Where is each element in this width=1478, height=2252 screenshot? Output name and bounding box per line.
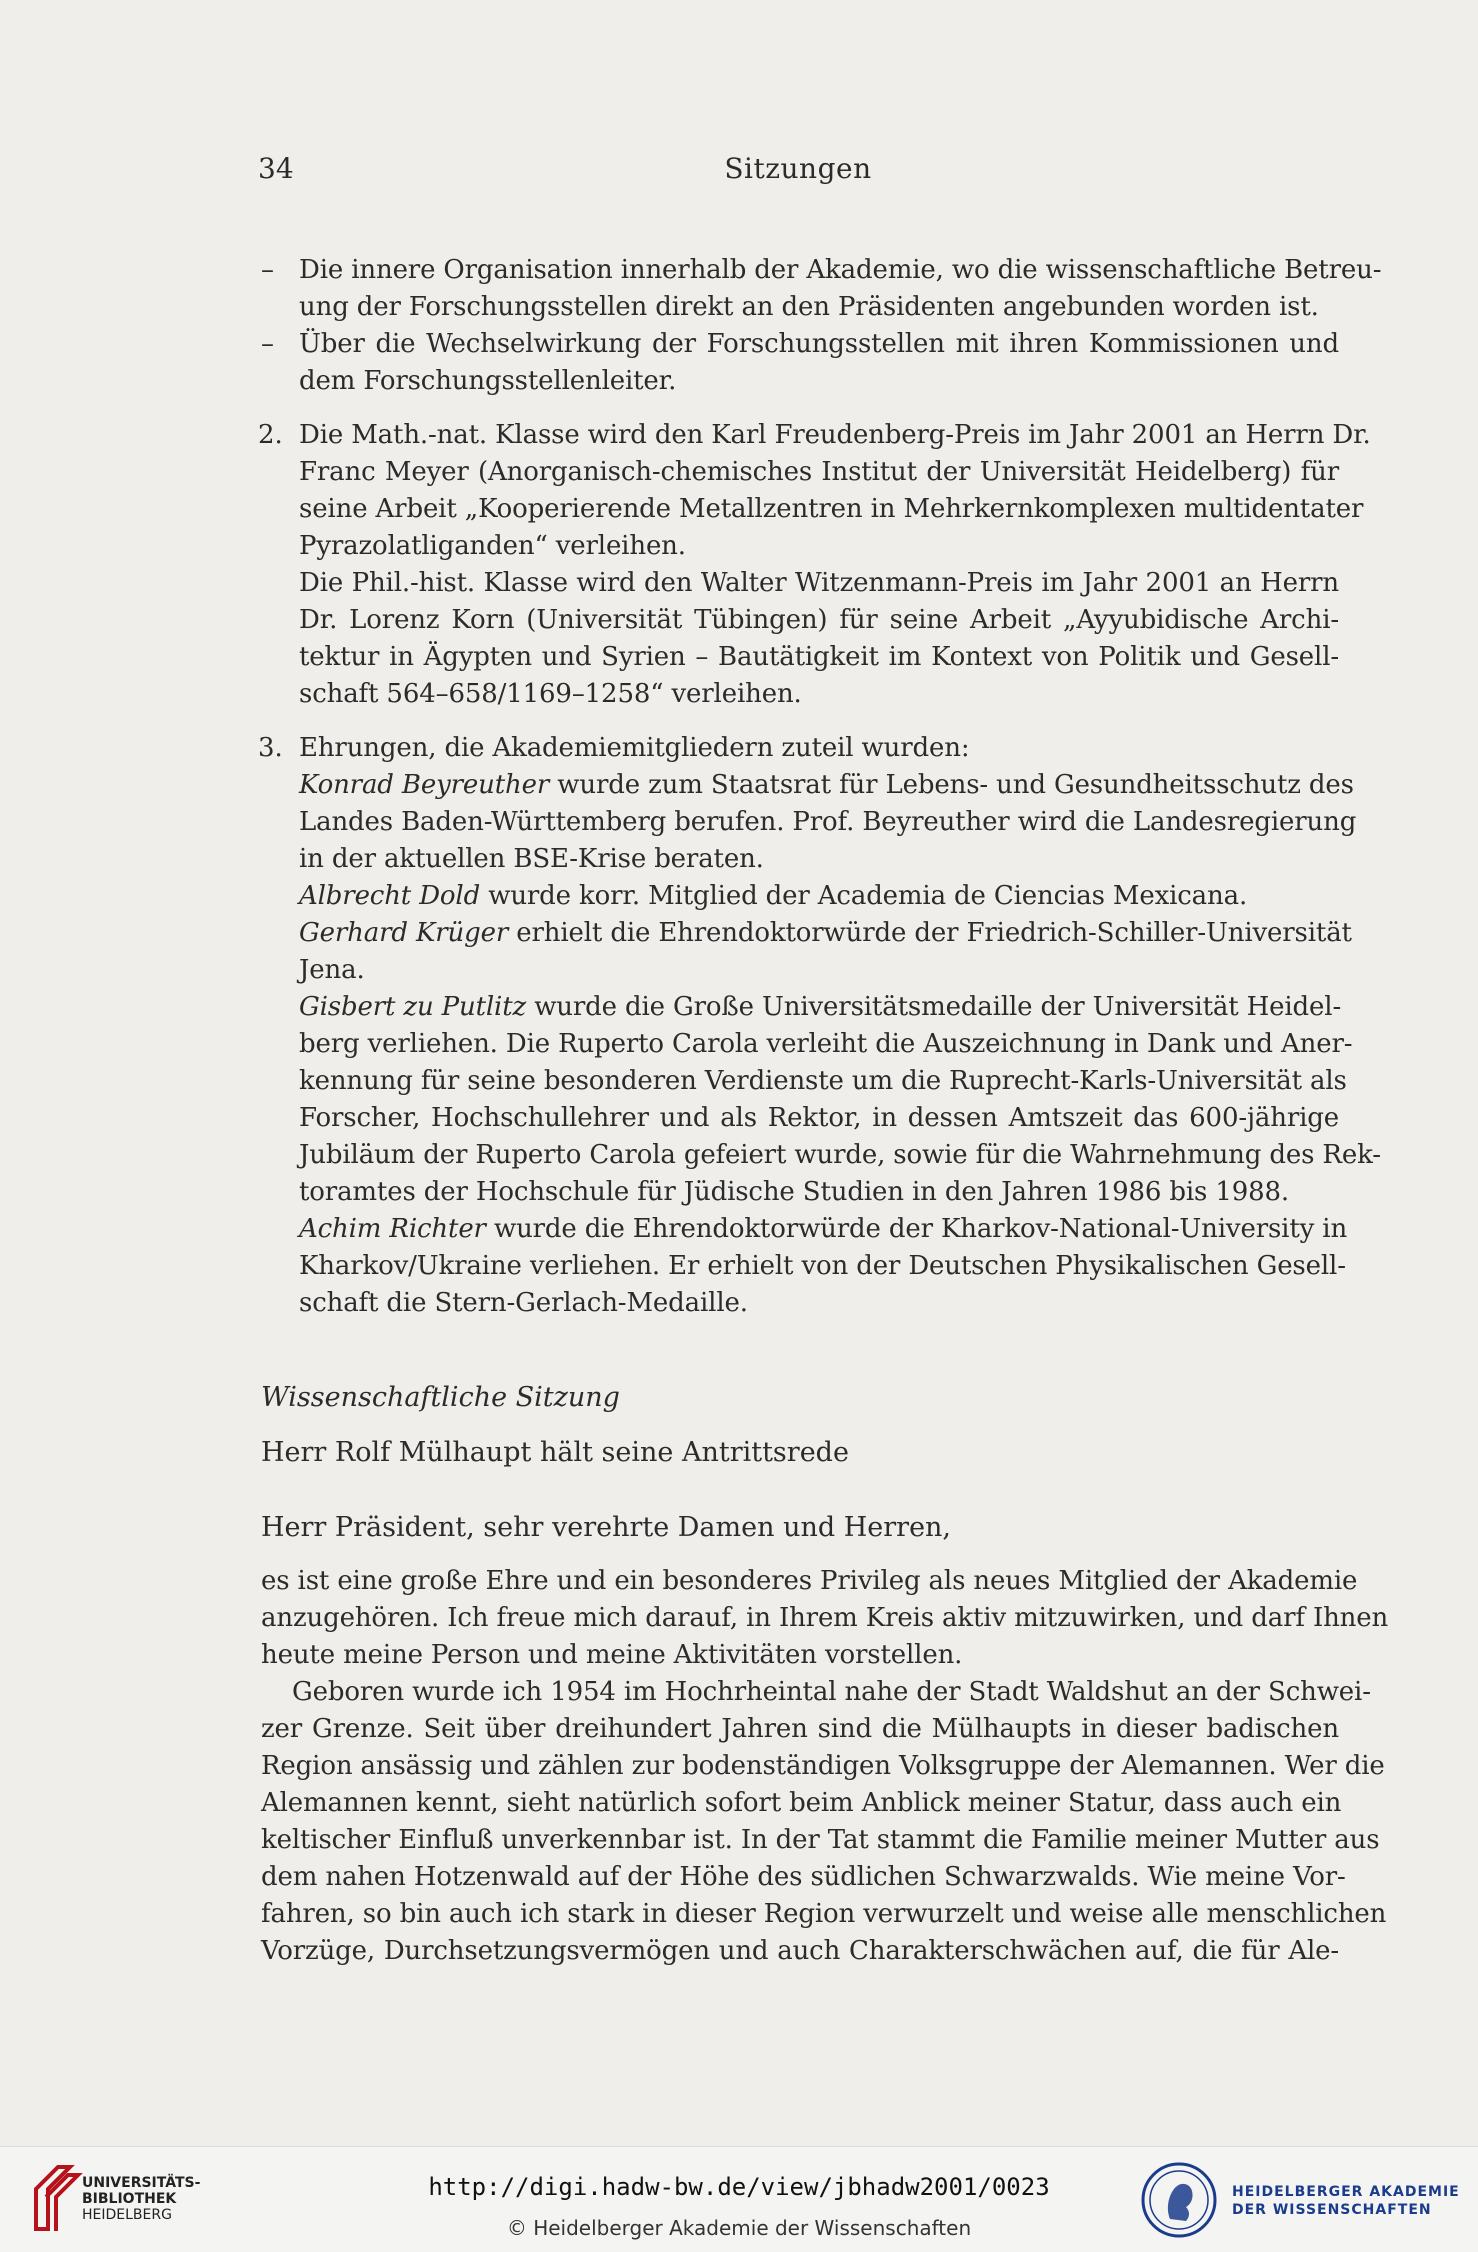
academy-seal-icon <box>1140 2161 1218 2239</box>
text-line: Landes Baden-Württemberg berufen. Prof. Beyreuther wird die Landesregierung <box>299 807 1357 837</box>
text-line: keltischer Einfluß unverkennbar ist. In der Tat stammt die Familie meiner Mutter aus <box>261 1825 1380 1855</box>
text-line: Die Phil.-hist. Klasse wird den Walter Witzenmann-Preis im Jahr 2001 an Herrn <box>299 568 1339 598</box>
text-line: Geboren wurde ich 1954 im Hochrheintal nahe der Stadt Waldshut an der Schwei- <box>292 1677 1371 1707</box>
text-line: Jena. <box>299 955 365 985</box>
text-line: heute meine Person und meine Aktivitäten vorstellen. <box>261 1640 963 1670</box>
text-line: ung der Forschungsstellen direkt an den Präsidenten angebunden worden ist. <box>299 292 1319 322</box>
text-line: Kharkov/Ukraine verliehen. Er erhielt von der Deutschen Physikalischen Gesell- <box>299 1251 1346 1281</box>
member-name: Gisbert zu Putlitz <box>299 992 527 1022</box>
text-line: Pyrazolatliganden“ verleihen. <box>299 531 686 561</box>
member-name: Achim Richter <box>299 1214 486 1244</box>
text-line: dem Forschungsstellenleiter. <box>299 366 677 396</box>
university-library-name: UNIVERSITÄTS- BIBLIOTHEK HEIDELBERG <box>82 2175 201 2223</box>
text-line: anzugehören. Ich freue mich darauf, in Ihrem Kreis aktiv mitzuwirken, und darf Ihnen <box>261 1603 1389 1633</box>
copyright-notice: © Heidelberger Akademie der Wissenschaften <box>506 2216 972 2240</box>
honor-line: Konrad Beyreuther wurde zum Staatsrat für Lebens- und Gesundheitsschutz des <box>299 770 1354 800</box>
text-line: tektur in Ägypten und Syrien – Bautätigkeit im Kontext von Politik und Gesell- <box>299 642 1339 672</box>
text-line: Alemannen kennt, sieht natürlich sofort beim Anblick meiner Statur, dass auch ein <box>261 1788 1342 1818</box>
member-name: Albrecht Dold <box>299 881 481 911</box>
academy-name: HEIDELBERGER AKADEMIE DER WISSENSCHAFTEN <box>1232 2184 1460 2218</box>
text-line: Die innere Organisation innerhalb der Akademie, wo die wissenschaftliche Betreu- <box>299 255 1382 285</box>
text-line: schaft 564–658/1169–1258“ verleihen. <box>299 679 802 709</box>
text-line: Forscher, Hochschullehrer und als Rektor, in dessen Amtszeit das 600-jährige <box>299 1103 1339 1133</box>
viewer-footer <box>0 2146 1478 2252</box>
honor-line: Achim Richter wurde die Ehrendoktorwürde der Kharkov-National-University in <box>299 1214 1348 1244</box>
text-line: schaft die Stern-Gerlach-Medaille. <box>299 1288 748 1318</box>
text-line: Ehrungen, die Akademiemitgliedern zuteil wurden: <box>299 733 970 763</box>
text-line: Über die Wechselwirkung der Forschungsstellen mit ihren Kommissionen und <box>299 329 1339 359</box>
text-line: Dr. Lorenz Korn (Universität Tübingen) für seine Arbeit „Ayyubidische Archi- <box>299 605 1339 635</box>
text-line: toramtes der Hochschule für Jüdische Studien in den Jahren 1986 bis 1988. <box>299 1177 1290 1207</box>
text-line: Vorzüge, Durchsetzungsvermögen und auch Charakterschwächen auf, die für Ale- <box>261 1936 1339 1966</box>
section-heading: Wissenschaftliche Sitzung <box>261 1382 620 1413</box>
section-subheading: Herr Rolf Mülhaupt hält seine Antrittsrede <box>261 1437 849 1468</box>
page-number: 34 <box>258 152 294 185</box>
permalink-url[interactable]: http://digi.hadw-bw.de/view/jbhadw2001/0023 <box>428 2173 1050 2201</box>
text-line: zer Grenze. Seit über dreihundert Jahren sind die Mülhaupts in dieser badischen <box>261 1714 1339 1744</box>
text-line: kennung für seine besonderen Verdienste um die Ruprecht-Karls-Universität als <box>299 1066 1347 1096</box>
text-line: Die Math.-nat. Klasse wird den Karl Freudenberg-Preis im Jahr 2001 an Herrn Dr. <box>299 420 1371 450</box>
honor-line: Gerhard Krüger erhielt die Ehrendoktorwürde der Friedrich-Schiller-Universität <box>299 918 1352 948</box>
text-line: dem nahen Hotzenwald auf der Höhe des südlichen Schwarzwalds. Wie meine Vor- <box>261 1862 1346 1892</box>
text-line: berg verliehen. Die Ruperto Carola verleiht die Auszeichnung in Dank und Aner- <box>299 1029 1353 1059</box>
bullet-marker: – <box>261 255 274 285</box>
text-line: es ist eine große Ehre und ein besonderes Privileg als neues Mitglied der Akademie <box>261 1566 1358 1596</box>
running-title: Sitzungen <box>724 152 872 185</box>
text-line: in der aktuellen BSE-Krise beraten. <box>299 844 764 874</box>
list-number: 3. <box>258 733 283 763</box>
text-line: Franc Meyer (Anorganisch-chemisches Institut der Universität Heidelberg) für <box>299 457 1339 487</box>
list-number: 2. <box>258 420 283 450</box>
honor-line: Albrecht Dold wurde korr. Mitglied der Academia de Ciencias Mexicana. <box>299 881 1248 911</box>
text-line: Jubiläum der Ruperto Carola gefeiert wurde, sowie für die Wahrnehmung des Rek- <box>299 1140 1381 1170</box>
text-line: fahren, so bin auch ich stark in dieser Region verwurzelt und weise alle menschlichen <box>261 1899 1387 1929</box>
member-name: Gerhard Krüger <box>299 918 509 948</box>
text-line: seine Arbeit „Kooperierende Metallzentren in Mehrkernkomplexen multidentater <box>299 494 1364 524</box>
salutation: Herr Präsident, sehr verehrte Damen und Herren, <box>261 1512 952 1543</box>
honor-line: Gisbert zu Putlitz wurde die Große Universitätsmedaille der Universität Heidel- <box>299 992 1342 1022</box>
bullet-marker: – <box>261 329 274 359</box>
running-head <box>258 152 1338 192</box>
member-name: Konrad Beyreuther <box>299 770 550 800</box>
text-line: Region ansässig und zählen zur bodenständigen Volksgruppe der Alemannen. Wer die <box>261 1751 1385 1781</box>
